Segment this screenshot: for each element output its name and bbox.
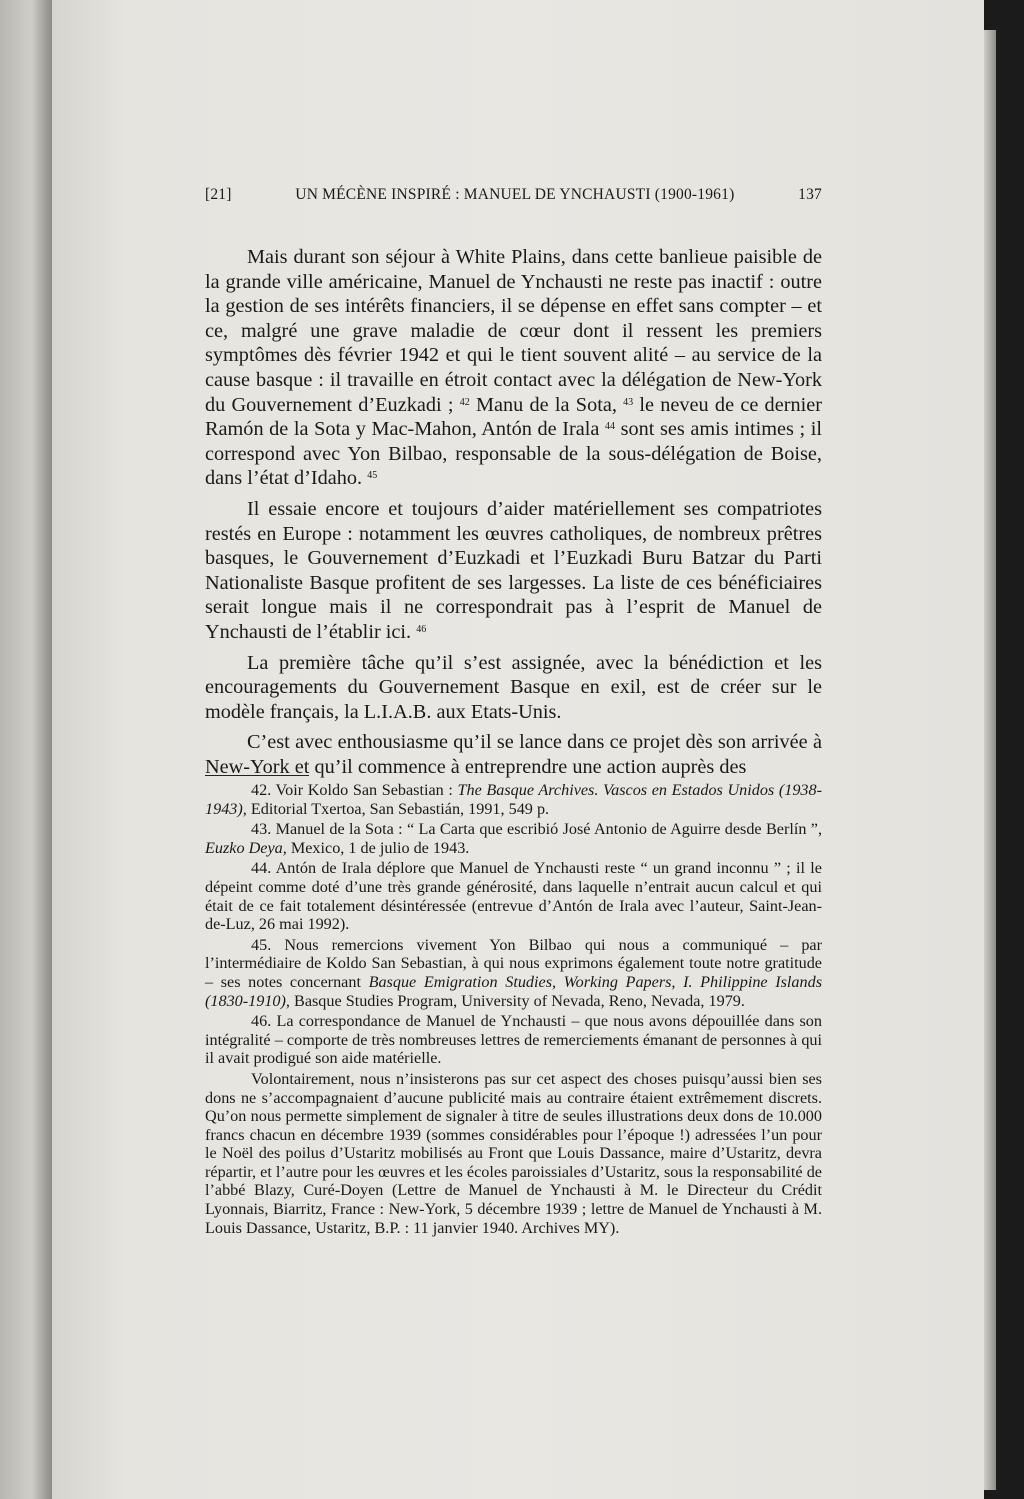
text-run: Volontairement, nous n’insisterons pas sur cet aspect des choses puisqu’aussi bien ses dons ne s’accompagnaient d’aucune publicité mais au contraire étaient extrêmement discrets. Qu’on nous permette simplement de signaler à titre de seules illustrations deux dons de 10.000 francs chacun en décembre 1939 (sommes considérables pour l’époque !) adressées l’un pour le Noël des poilus d’Ustaritz mobilisés au Front que Louis Dassance, maire d’Ustaritz, devra répartir, et l’autre pour les œuvres et les écoles paroissiales d’Ustaritz, sous la responsabilité de l’abbé Blazy, Curé-Doyen (Lettre de Manuel de Ynchausti à M. le Directeur du Crédit Lyonnais, Biarritz, France : New-York, 5 décembre 1939 ; lettre de Manuel de Ynchausti à M. Louis Dassance, Ustaritz, B.P. : 11 janvier 1940. Archives MY). [205,1069,822,1237]
text-run: Basque Studies Program, University of Nevada, Reno, Nevada, 1979. [289,991,745,1010]
footnote [205,1012,822,1068]
text-run: le neveu de ce dernier Ramón de la Sota y Mac-Mahon, Antón de Irala [205,393,822,441]
italic-title: Basque Emigration Studies, Working Papers, I. Philippine Islands (1830-1910), [205,972,822,1010]
italic-title: Euzko Deya, [205,838,287,857]
body-text [205,245,822,785]
paragraph [205,497,822,645]
footnote-reference: 42 [459,396,470,408]
italic-title: The Basque Archives. Vascos en Estados Unidos (1938-1943), [205,781,822,818]
text-run: Mais durant son séjour à White Plains, dans cette banlieue paisible de la grande ville américaine, Manuel de Ynchausti ne reste pas inactif : outre la gestion de ses intérêts financiers, il se dépense en effet sans compter – et ce, malgré une grave maladie de cœur dont il ressent les premiers symptômes dès février 1942 et qui le tient souvent alité – au service de la cause basque : il travaille en étroit contact avec la délégation de New-York du Gouvernement d’Euzkadi ; [205,246,822,416]
page-number: 137 [798,186,822,203]
running-title: UN MÉCÈNE INSPIRÉ : MANUEL DE YNCHAUSTI (1900-1961) [295,186,735,203]
text-run: 43. Manuel de la Sota : “ La Carta que escribió José Antonio de Aguirre desde Berlín ”, [251,820,822,839]
footnote [205,1070,822,1237]
footnote-reference: 44 [604,421,615,433]
text-run: Il essaie encore et toujours d’aider matériellement ses compatriotes restés en Europe : notamment les œuvres catholiques, de nombreux prêtres basques, le Gouvernement d’Euzkadi et l’Euzkadi Buru Batzar du Parti Nationaliste Basque profitent de ses largesses. La liste de ces bénéficiaires serait longue mais il ne correspondrait pas à l’esprit de Manuel de Ynchausti de l’établir ici. [205,497,822,643]
footnote-rule [205,775,309,776]
facing-page-edge [0,0,52,1499]
page-ref: [21] [205,186,232,203]
text-run: 46. La correspondance de Manuel de Ynchausti – que nous avons dépouillée dans son intégralité – comporte de très nombreuses lettres de remerciements émanant de personnes à qui il avait prodigué son aide matérielle. [205,1012,822,1068]
text-run: Mexico, 1 de julio de 1943. [286,838,470,857]
text-run: La première tâche qu’il s’est assignée, avec la bénédiction et les encouragements du Gouvernement Basque en exil, est de créer sur le modèle français, la L.I.A.B. aux Etats-Unis. [205,651,822,723]
text-run: Manu de la Sota, [469,393,624,416]
footnote-reference: 43 [623,396,634,408]
footnote [205,859,822,933]
running-header [205,186,822,204]
footnote [205,936,822,1010]
page-stack-edge [984,30,996,1490]
text-run: Editorial Txertoa, San Sebastián, 1991, 549 p. [246,799,550,818]
paragraph [205,730,822,779]
footnote [205,820,822,857]
footnote [205,781,822,818]
text-run: 42. Voir Koldo San Sebastian : [251,781,458,799]
footnotes [205,781,822,1239]
text-run: 45. Nous remercions vivement Yon Bilbao qui nous a communiqué – par l’intermédiaire de Koldo San Sebastian, à qui nous exprimons également toute notre gratitude – ses notes concernant [205,935,822,991]
text-run: sont ses amis intimes ; il correspond avec Yon Bilbao, responsable de la sous-délégation de Boise, dans l’état d’Idaho. [205,418,822,490]
footnote-reference: 45 [367,470,378,482]
paragraph [205,245,822,491]
footnote-reference: 46 [416,623,427,635]
paragraph [205,651,822,725]
text-run: 44. Antón de Irala déplore que Manuel de Ynchausti reste “ un grand inconnu ” ; il le dépeint comme doté d’une très grande générosité, dans laquelle n’entrait aucun calcul et qui était de ce fait totalement désintéressée (entrevue d’Antón de Irala avec l’auteur, Saint-Jean-de-Luz, 26 mai 1992). [205,859,822,934]
text-run: C’est avec enthousiasme qu’il se lance dans ce projet dès son arrivée à New-York et qu’il commence à entreprendre une action auprès des [205,731,822,778]
